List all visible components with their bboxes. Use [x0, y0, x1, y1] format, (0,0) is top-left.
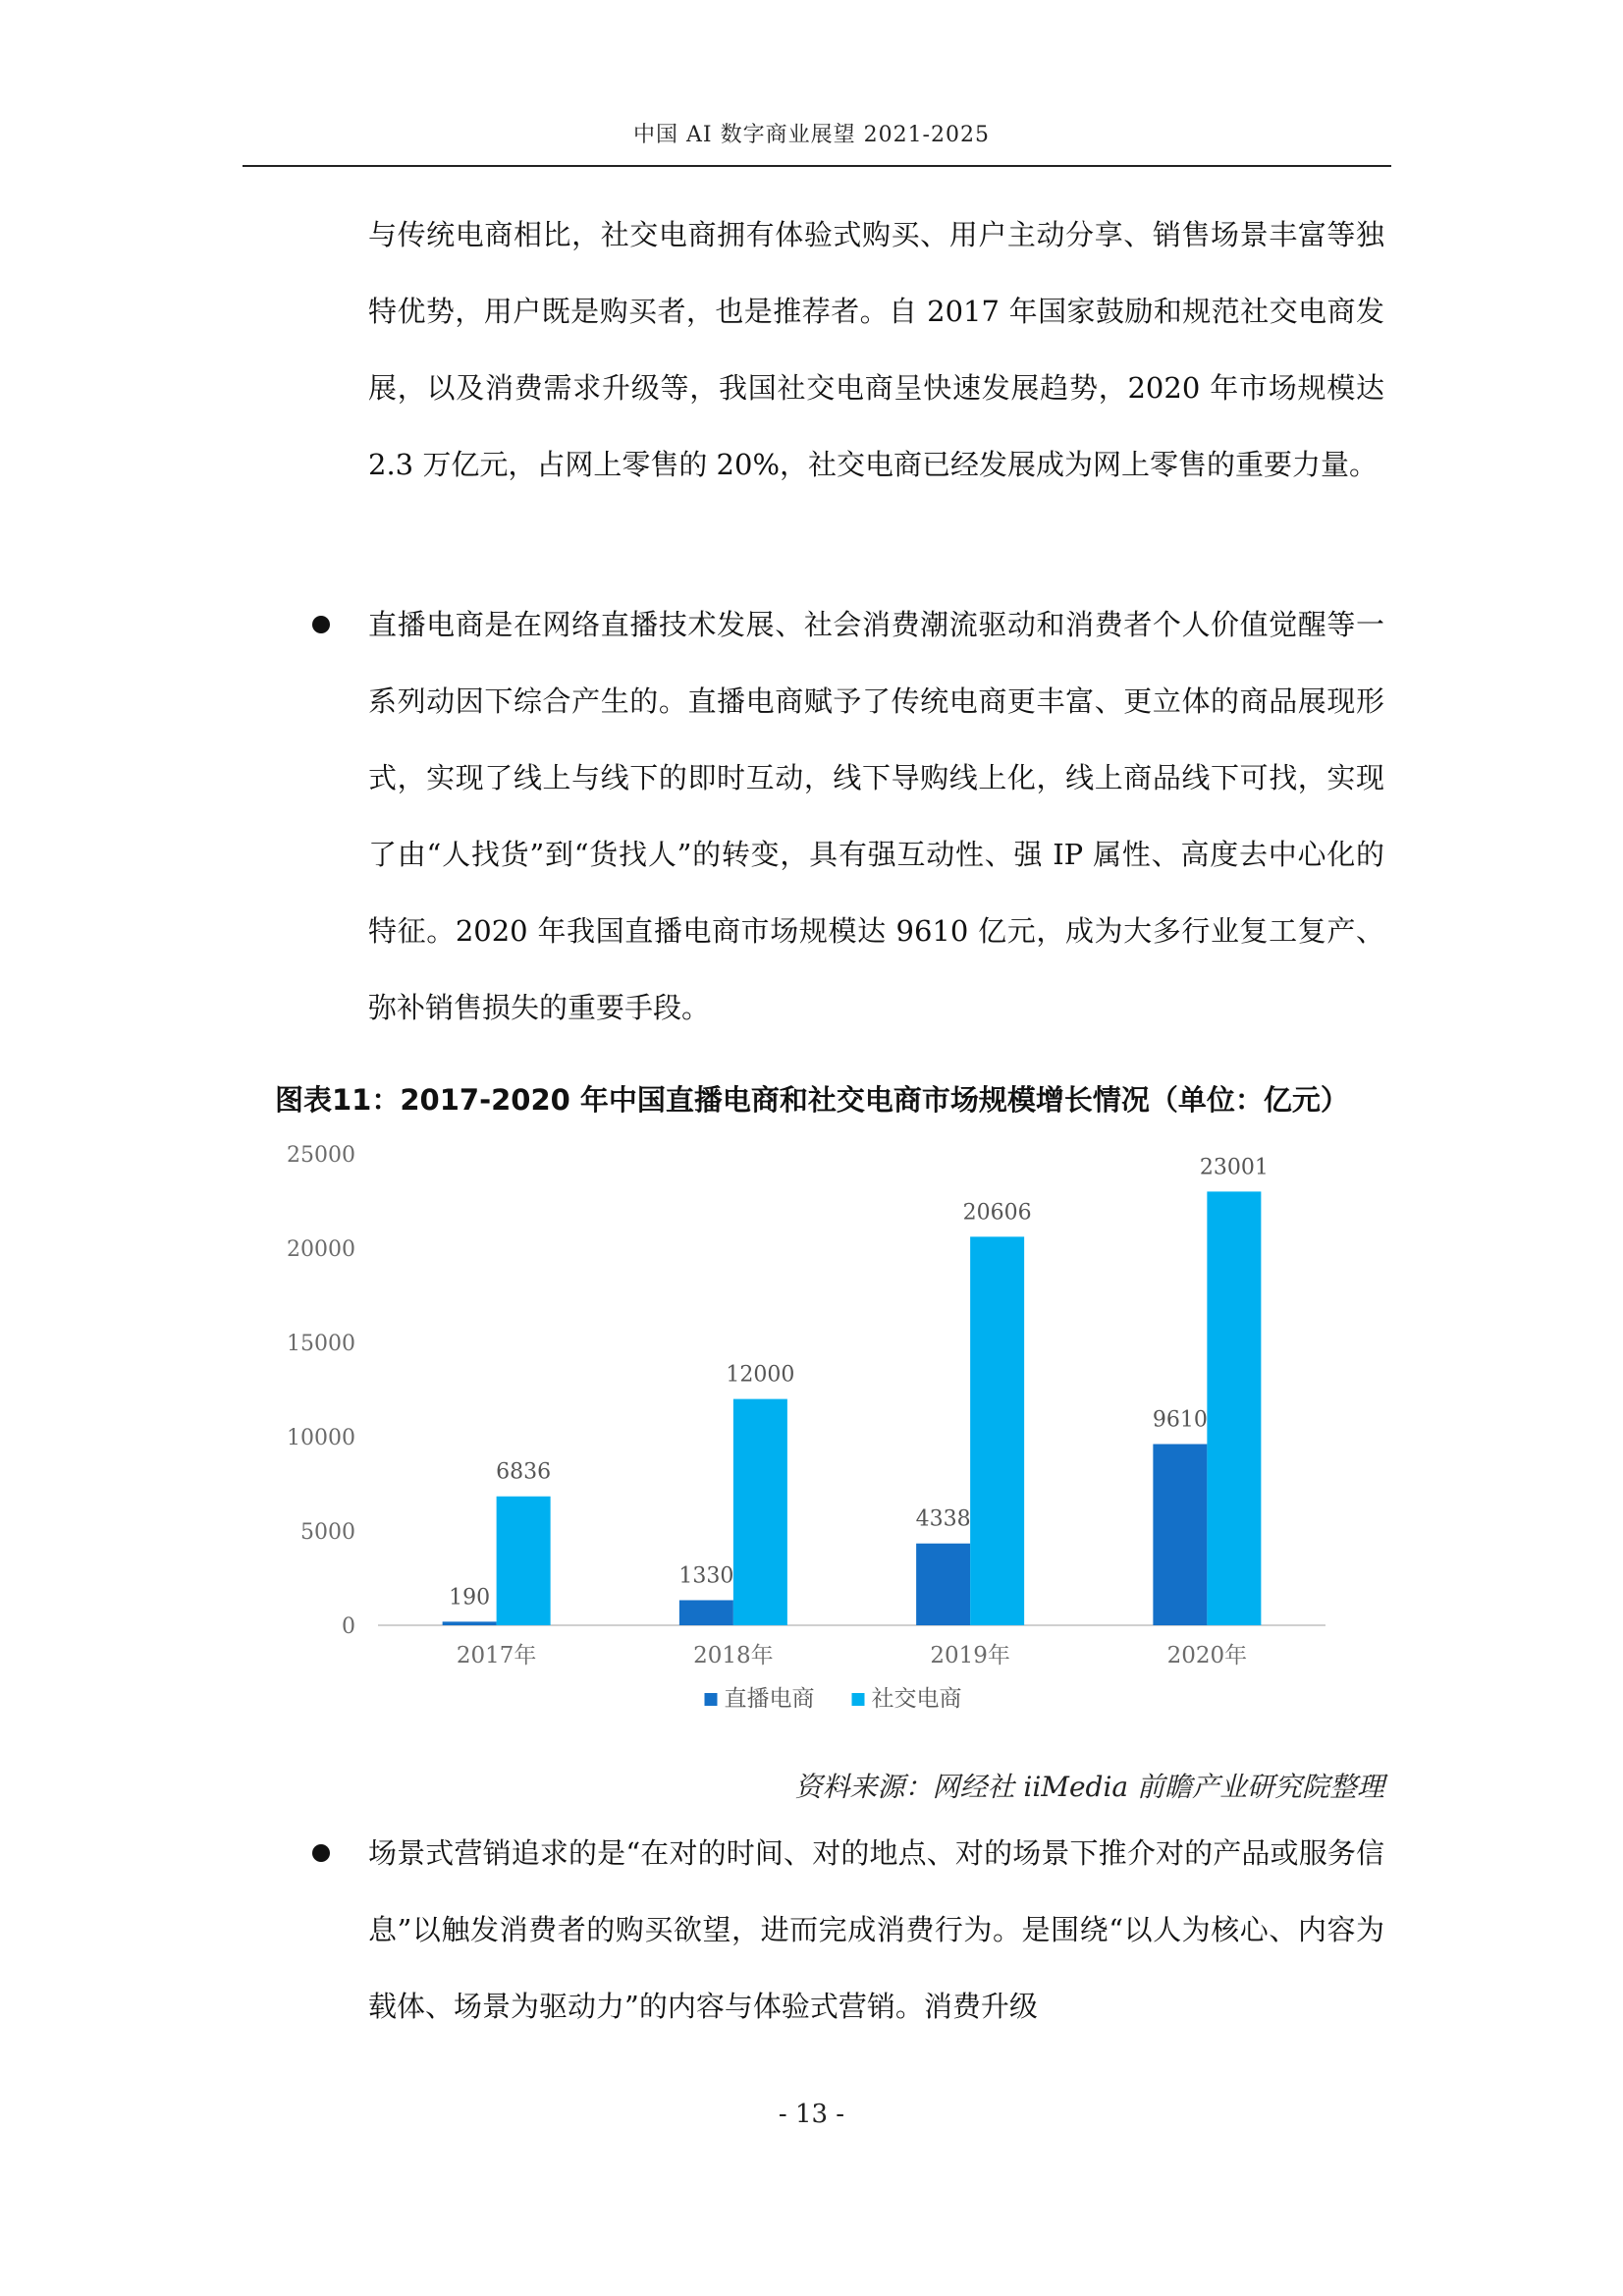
header-rule	[243, 165, 1391, 167]
bar-live	[1153, 1444, 1207, 1625]
data-label: 190	[449, 1585, 491, 1611]
y-tick-label: 25000	[287, 1143, 355, 1168]
bar-social	[497, 1497, 551, 1625]
bars	[443, 1191, 1262, 1625]
data-label: 1330	[678, 1563, 734, 1589]
x-tick-label: 2017年	[456, 1643, 537, 1668]
value-labels	[449, 1155, 1269, 1610]
data-label: 23001	[1199, 1155, 1269, 1180]
y-tick-label: 20000	[287, 1237, 355, 1262]
paragraph-scene-marketing: 场景式营销追求的是“在对的时间、对的地点、对的场景下推介对的产品或服务信息”以触发消费者的购买欲望，进而完成消费行为。是围绕“以人为核心、内容为载体、场景为驱动力”的内容与体验式营销。消费升级	[368, 1836, 1384, 2023]
legend-swatch	[705, 1693, 718, 1706]
y-axis-labels	[287, 1143, 355, 1639]
bar-live	[916, 1544, 970, 1625]
bar-live	[679, 1600, 733, 1625]
y-tick-label: 10000	[287, 1426, 355, 1450]
x-tick-label: 2018年	[693, 1643, 774, 1668]
bar-live	[443, 1621, 497, 1625]
data-label: 6836	[496, 1459, 552, 1485]
figure-title: 图表11：2017-2020 年中国直播电商和社交电商市场规模增长情况（单位：亿元）	[275, 1083, 1349, 1117]
bar-social	[1207, 1191, 1261, 1625]
paragraph-social-ecommerce: 与传统电商相比，社交电商拥有体验式购买、用户主动分享、销售场景丰富等独特优势，用户既是购买者，也是推荐者。自 2017 年国家鼓励和规范社交电商发展，以及消费需求升级等，我国社交电商呈快速发展趋势，2020 年市场规模达 2.3 万亿元，占网上零售的 20%，社交电商已经发展成为网上零售的重要力量。	[368, 218, 1384, 481]
x-axis-labels	[457, 1643, 1247, 1668]
y-tick-label: 0	[342, 1614, 355, 1639]
legend-label: 社交电商	[871, 1686, 962, 1712]
chart-legend	[705, 1686, 962, 1712]
figure-source: 资料来源：网经社 iiMedia 前瞻产业研究院整理	[794, 1771, 1384, 1803]
y-tick-label: 15000	[287, 1332, 355, 1356]
data-label: 9610	[1152, 1407, 1208, 1433]
data-label: 20606	[962, 1200, 1032, 1226]
x-tick-label: 2020年	[1166, 1643, 1248, 1668]
bar-social	[970, 1236, 1024, 1625]
page-header: 中国 AI 数字商业展望 2021-2025	[633, 123, 990, 147]
data-label: 12000	[726, 1362, 795, 1388]
paragraph-live-ecommerce: 直播电商是在网络直播技术发展、社会消费潮流驱动和消费者个人价值觉醒等一系列动因下综合产生的。直播电商赋予了传统电商更丰富、更立体的商品展现形式，实现了线上与线下的即时互动，线下导购线上化，线上商品线下可找，实现了由“人找货”到“货找人”的转变，具有强互动性、强 IP 属性、高度去中心化的特征。2020 年我国直播电商市场规模达 9610 亿元，成为大多行业复工复产、弥补销售损失的重要手段。	[368, 608, 1384, 1024]
y-tick-label: 5000	[300, 1520, 355, 1545]
x-tick-label: 2019年	[930, 1643, 1010, 1668]
page-number: - 13 -	[778, 2100, 845, 2129]
data-label: 4338	[915, 1506, 971, 1532]
legend-label: 直播电商	[724, 1686, 815, 1712]
bar-chart	[275, 1124, 1345, 1753]
bullet-icon	[312, 616, 330, 633]
bar-social	[733, 1399, 787, 1625]
legend-swatch	[852, 1693, 865, 1706]
bullet-icon	[312, 1844, 330, 1862]
